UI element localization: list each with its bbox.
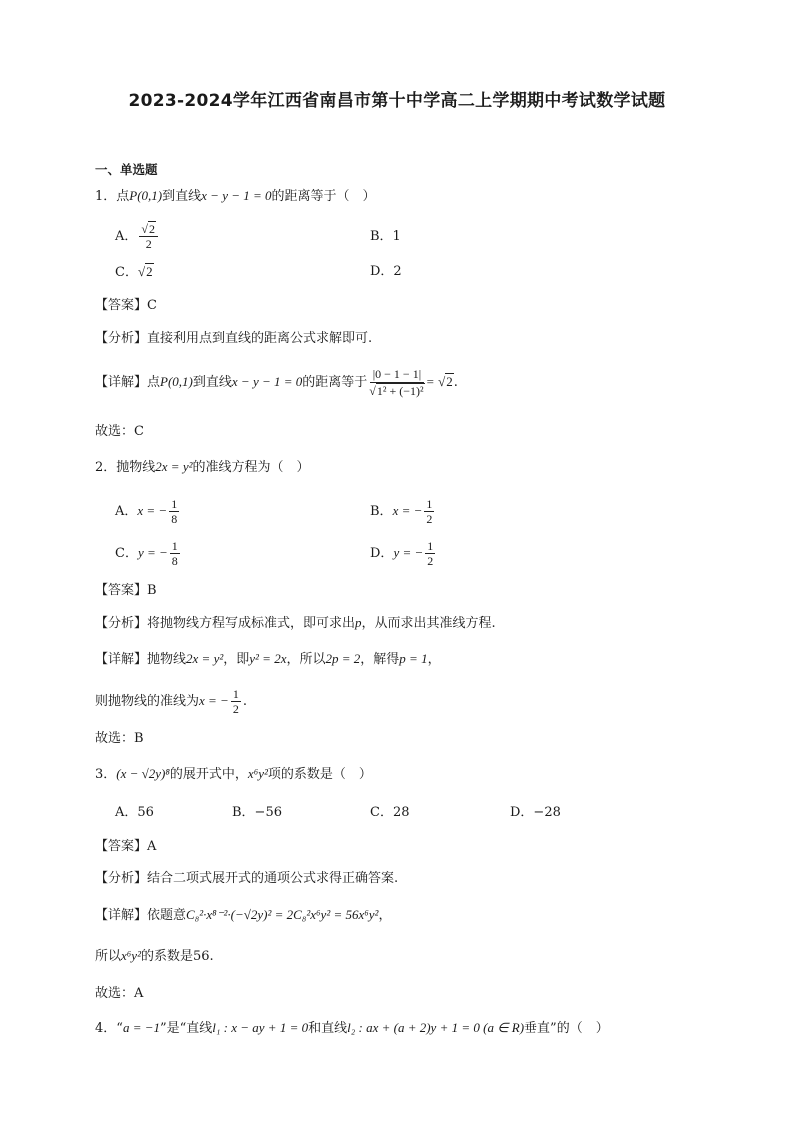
q1-option-b: B．1 (370, 229, 401, 244)
q1-option-a: A． $\frac{√2}{2}$ (115, 220, 160, 254)
q1-option-d: D．2 (370, 264, 402, 279)
question-3-stem: 3．(x − √2y)⁸的展开式中，x⁶y²项的系数是（ ） (95, 766, 372, 782)
q3-option-a: A．56 (115, 805, 154, 820)
q1-answer: 【答案】C (95, 298, 157, 313)
q3-answer: 【答案】A (95, 839, 157, 854)
q2-option-c: C．y = − $\frac{1}{8}$ (115, 539, 178, 568)
q3-option-c: C．28 (370, 805, 410, 820)
q3-choice: 故选：A (95, 986, 144, 1001)
q3-detail-2: 所以x⁶y²的系数是56. (95, 948, 214, 964)
q1-analysis: 【分析】直接利用点到直线的距离公式求解即可. (95, 331, 373, 346)
page-title: 2023-2024学年江西省南昌市第十中学高二上学期期中考试数学试题 (128, 91, 666, 111)
question-2-stem: 2．抛物线2x = y²的准线方程为（ ） (95, 459, 310, 475)
q3-option-d: D．−28 (510, 805, 561, 820)
q2-analysis: 【分析】将抛物线方程写成标准式，即可求出p，从而求出其准线方程. (95, 615, 496, 631)
q1-detail: 【详解】点P(0,1)到直线x − y − 1 = 0的距离等于 $\frac{|0 - 1 - 1|}{\text{√1² + (−1)²}}$ = √2. (95, 367, 458, 398)
q3-analysis: 【分析】结合二项式展开式的通项公式求得正确答案. (95, 871, 399, 886)
q2-option-d: D．y = − $\frac{1}{2}$ (370, 539, 434, 568)
q1-choice: 故选：C (95, 424, 144, 439)
question-1-stem: 1．点P(0,1)到直线x − y − 1 = 0的距离等于（ ） (95, 188, 376, 204)
q2-option-b: B．x = − $\frac{1}{2}$ (370, 497, 433, 526)
q2-answer: 【答案】B (95, 583, 157, 598)
section-heading: 一、单选题 (95, 162, 158, 177)
q2-option-a: A．x = − $\frac{1}{8}$ (115, 497, 178, 526)
q1-option-c: C．√2 (115, 264, 153, 280)
q2-choice: 故选：B (95, 731, 144, 746)
q3-detail: 【详解】依题意C₈²·x⁸⁻²·(−√2y)² = 2C₈²x⁶y² = 56x⁶y²， (95, 907, 392, 923)
q3-option-b: B．−56 (232, 805, 282, 820)
q2-detail: 【详解】抛物线2x = y²，即y² = 2x，所以2p = 2，解得p = 1， (95, 651, 441, 667)
question-4-stem: 4．“a = −1”是“直线l₁ : x − ay + 1 = 0和直线l₂ : ax + (a + 2)y + 1 = 0 (a ∈ R)垂直”的（ ） (95, 1020, 609, 1036)
q2-detail-2: 则抛物线的准线为x = − $\frac{1}{2}$ . (95, 687, 247, 716)
